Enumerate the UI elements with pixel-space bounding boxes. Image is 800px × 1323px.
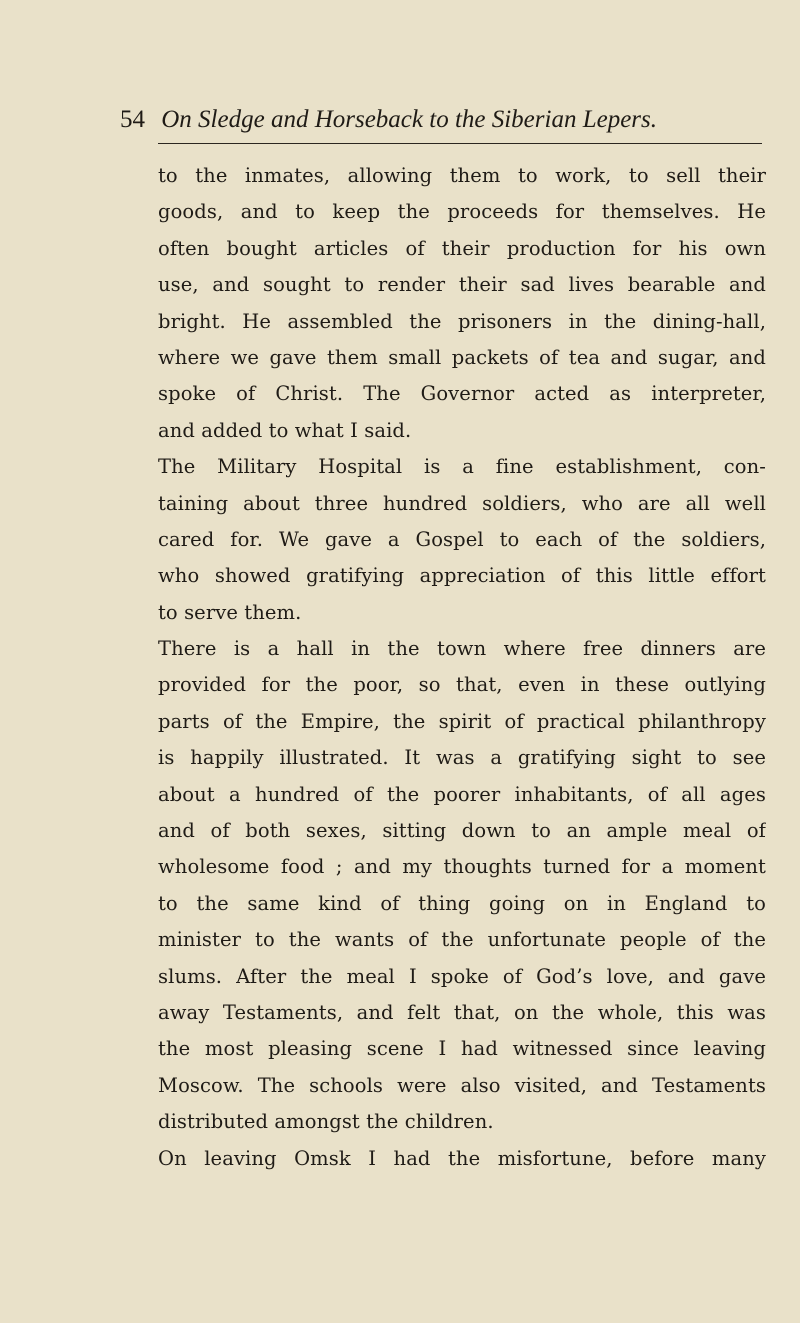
text-line: to the same kind of thing going on in England to [158,891,766,915]
text-line: use, and sought to render their sad lives bearable and [158,273,766,297]
text-line: who showed gratifying appreciation of this little effort [158,564,766,588]
text-line: On leaving Omsk I had the misfortune, before many [158,1146,766,1170]
text-line: and added to what I said. [158,418,412,442]
text-line: the most pleasing scene I had witnessed since leaving [158,1037,766,1061]
text-line: about a hundred of the poorer inhabitants, of all ages [158,782,766,806]
running-head [120,103,760,139]
running-title: On Sledge and Horseback to the Siberian Lepers. [161,106,658,133]
text-line: taining about three hundred soldiers, who are all well [158,491,766,515]
text-line: goods, and to keep the proceeds for themselves. He [158,200,766,224]
text-line: spoke of Christ. The Governor acted as interpreter, [158,382,766,406]
text-line: wholesome food ; and my thoughts turned for a moment [158,855,766,879]
text-line: bright. He assembled the prisoners in the dining-hall, [158,309,766,333]
header-rule [158,143,762,144]
text-line: There is a hall in the town where free dinners are [158,637,766,661]
text-line: slums. After the meal I spoke of God’s love, and gave [158,964,766,988]
text-line: parts of the Empire, the spirit of practical philanthropy [158,709,766,733]
text-line: cared for. We gave a Gospel to each of the soldiers, [158,527,766,551]
text-line: and of both sexes, sitting down to an ample meal of [158,819,766,843]
body-text [158,158,766,1177]
text-line: to serve them. [158,600,302,624]
page-number: 54 [120,106,145,133]
text-line: often bought articles of their production for his own [158,236,766,260]
text-line: minister to the wants of the unfortunate people of the [158,928,766,952]
text-line: is happily illustrated. It was a gratifying sight to see [158,746,766,770]
text-line: away Testaments, and felt that, on the whole, this was [158,1000,766,1024]
text-line: The Military Hospital is a fine establishment, con- [158,455,766,479]
text-line: to the inmates, allowing them to work, to sell their [158,164,766,187]
text-line: distributed amongst the children. [158,1110,494,1134]
text-line: Moscow. The schools were also visited, and Testaments [158,1073,766,1097]
text-line: where we gave them small packets of tea and sugar, and [158,345,766,369]
text-line: provided for the poor, so that, even in these outlying [158,673,766,697]
